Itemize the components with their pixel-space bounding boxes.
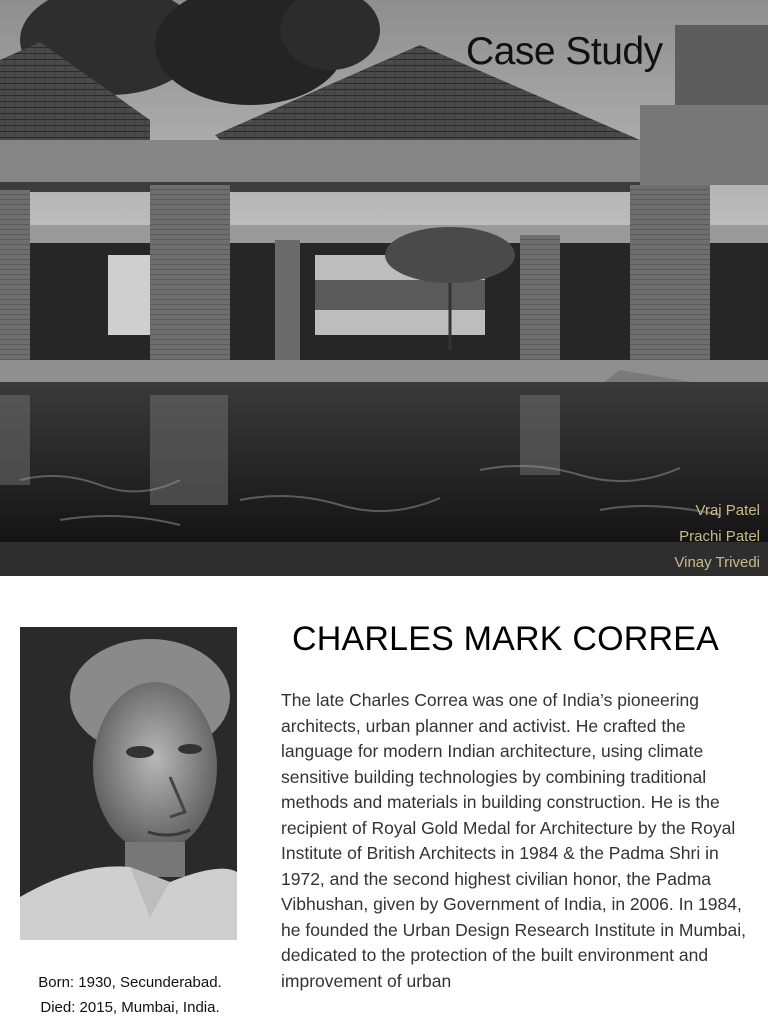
author-name: Vraj Patel <box>695 502 760 519</box>
biography-heading: CHARLES MARK CORREA <box>292 620 719 658</box>
portrait-photo <box>20 627 237 940</box>
died-text: Died: 2015, Mumbai, India. <box>40 999 220 1016</box>
author-name: Vinay Trivedi <box>674 554 760 571</box>
life-dates-caption <box>6 970 254 1020</box>
biography-body: The late Charles Correa was one of India’s pioneering architects, urban planner and activist. He crafted the language for modern Indian architecture, using climate sensitive building technologies by combining traditional methods and materials in building construction. He is the recipient of Royal Gold Medal for Architecture by the Royal Institute of British Architects in 1984 & the Padma Shri in 1972, and the second highest civilian honor, the Padma Vibhushan, given by Government of India, in 2006. In 1984, he founded the Urban Design Research Institute in Mumbai, dedicated to the protection of the built environment and improvement of urban <box>281 690 746 991</box>
author-name: Prachi Patel <box>679 528 760 545</box>
biography-slide <box>0 576 768 1024</box>
author-list <box>674 498 760 576</box>
slide-title: Case Study <box>466 30 663 73</box>
born-text: Born: 1930, Secunderabad. <box>38 974 222 991</box>
